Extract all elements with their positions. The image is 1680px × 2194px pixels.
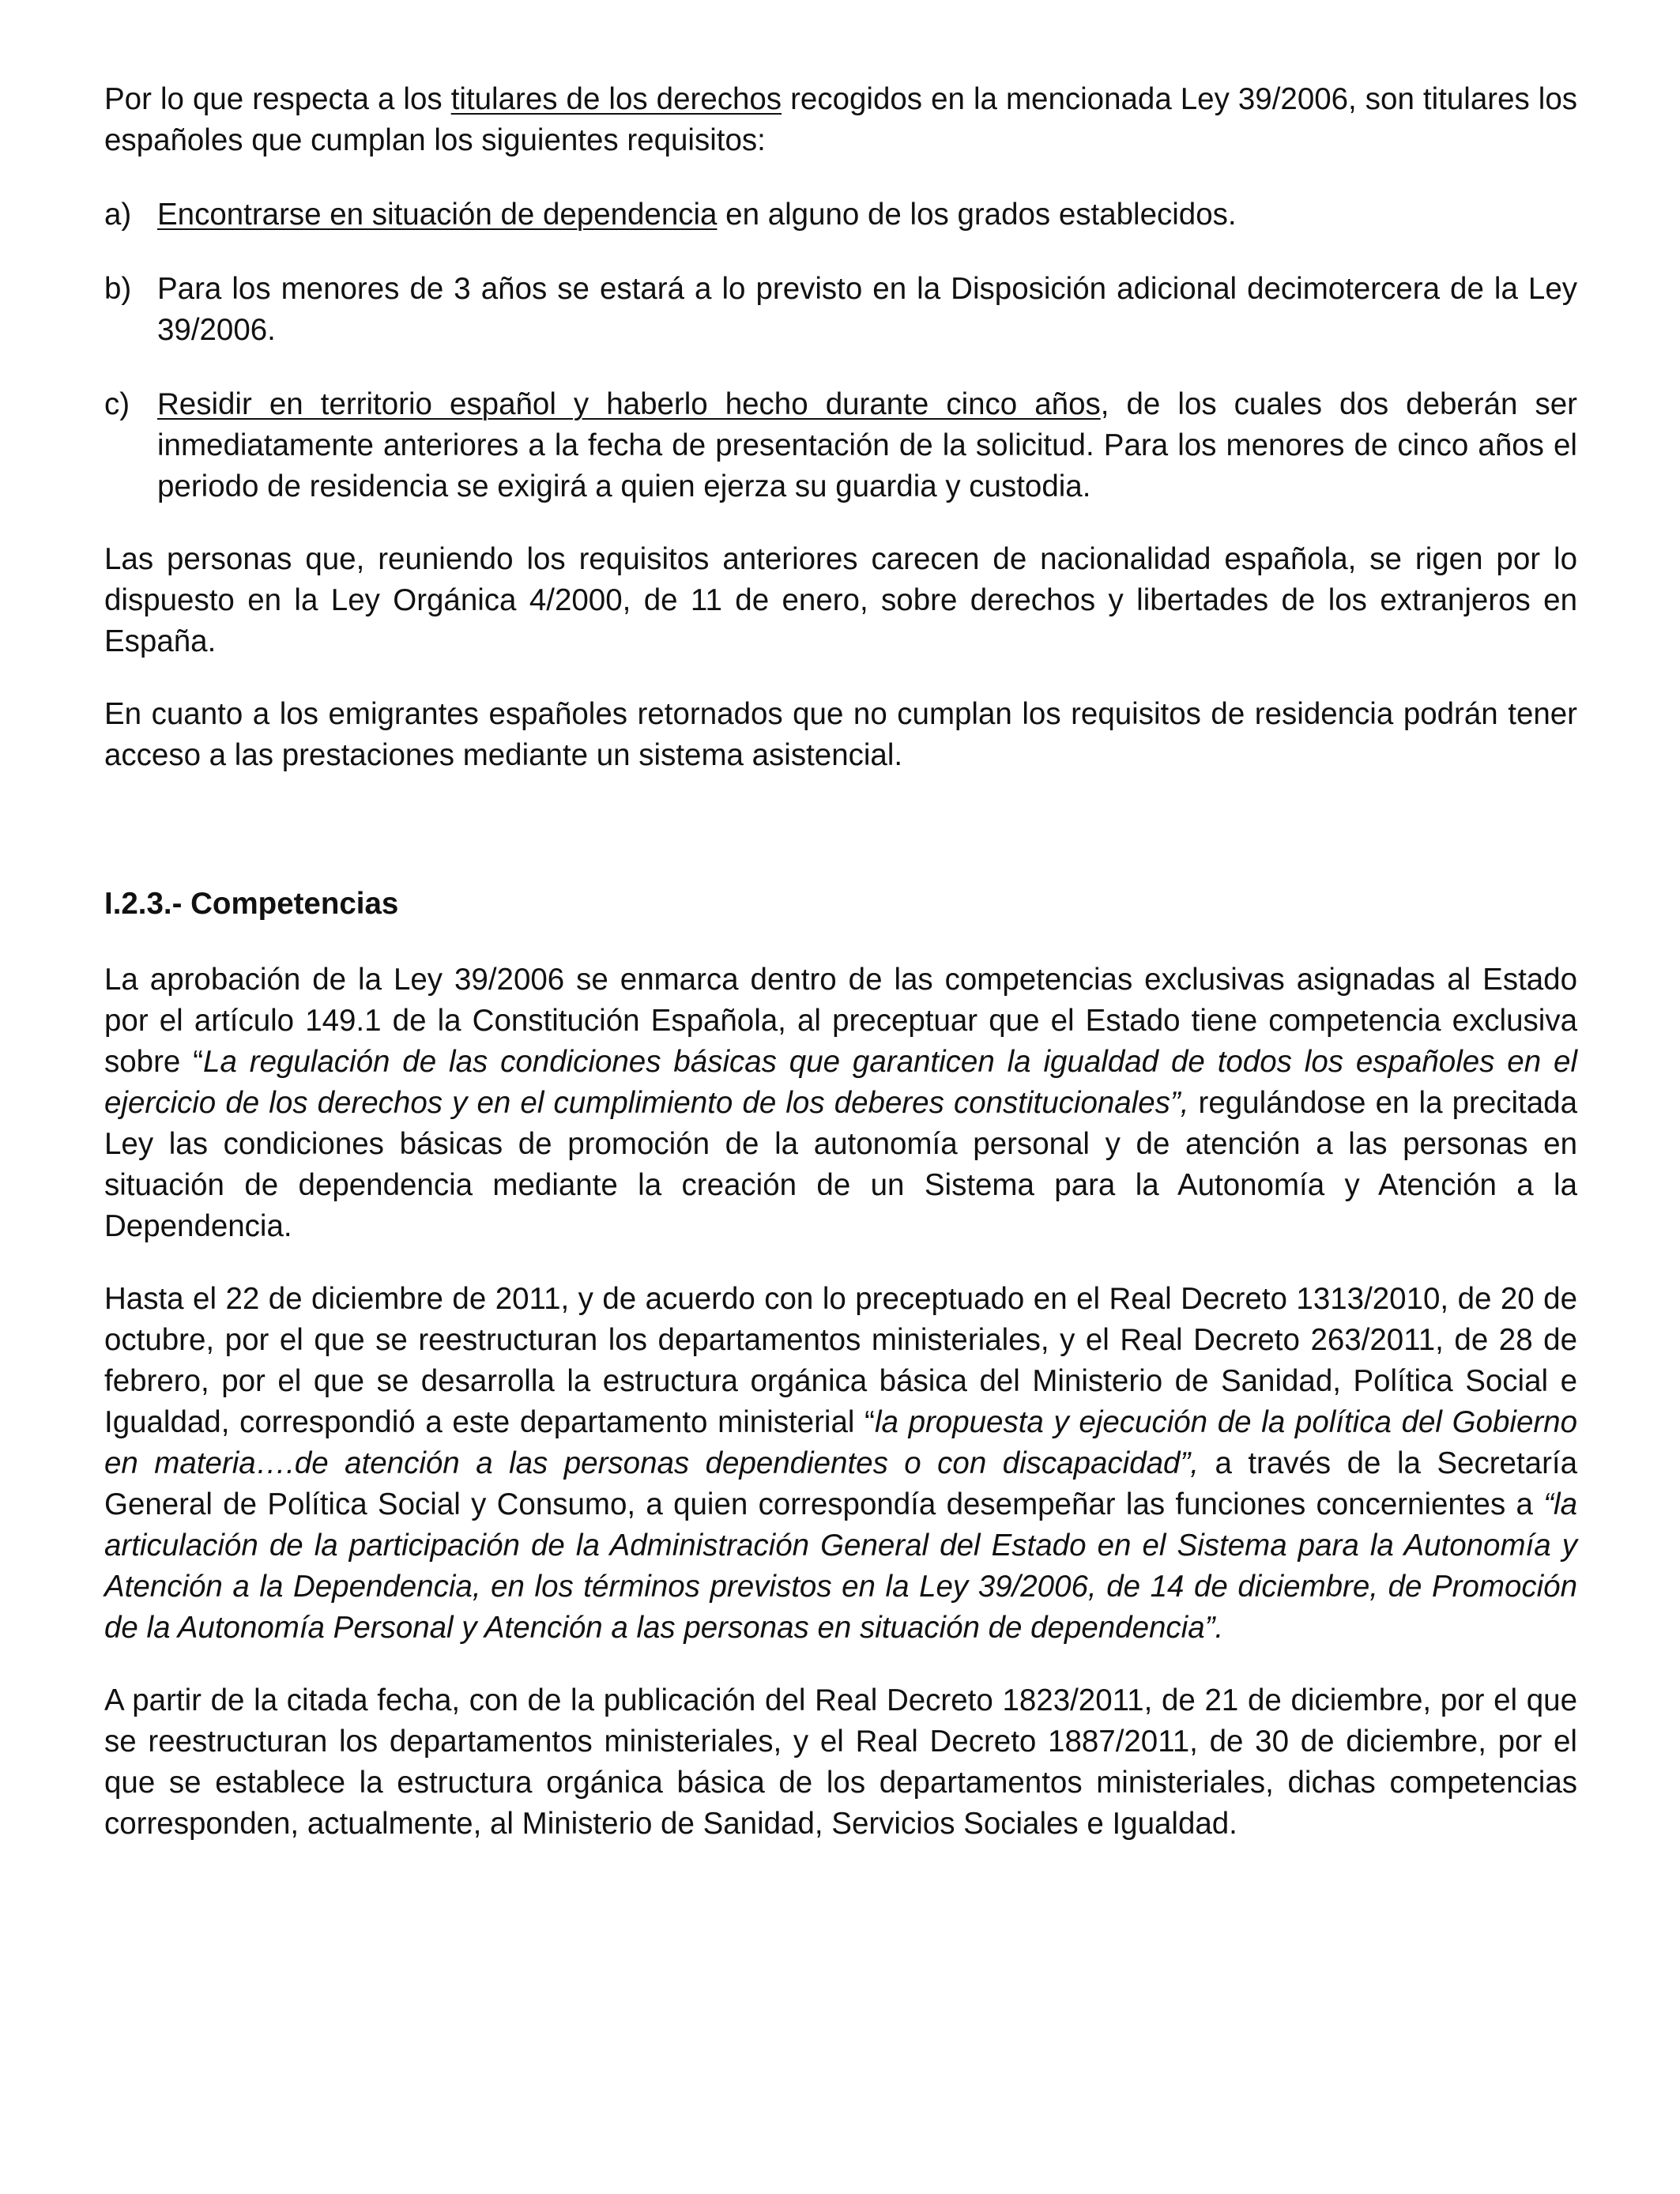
- paragraph-competencias: La aprobación de la Ley 39/2006 se enmarca dentro de las competencias exclusivas asignadas al Estado por el artículo 149.1 de la Constitución Española, al preceptuar que el Estado tiene competencia exclusiva sobre “La regulación de las condiciones básicas que garanticen la igualdad de todos los españoles en el ejercicio de los derechos y en el cumplimiento de los deberes constitucionales”, regulándose en la precitada Ley las condiciones básicas de promoción de la autonomía personal y de atención a las personas en situación de dependencia mediante la creación de un Sistema para la Autonomía y Atención a la Dependencia.: [104, 963, 1577, 1243]
- paragraph-hasta-2011: Hasta el 22 de diciembre de 2011, y de acuerdo con lo preceptuado en el Real Decreto 1313/2010, de 20 de octubre, por el que se reestructuran los departamentos ministeriales, y el Real Decreto 263/2011, de 28 de febrero, por el que se desarrolla la estructura orgánica básica del Ministerio de Sanidad, Política Social e Igualdad, correspondió a este departamento ministerial “la propuesta y ejecución de la política del Gobierno en materia….de atención a las personas dependientes o con discapacidad”, a través de la Secretaría General de Política Social y Consumo, a quien correspondía desempeñar las funciones concernientes a “la articulación de la participación de la Administración General del Estado en el Sistema para la Autonomía y Atención a la Dependencia, en los términos previstos en la Ley 39/2006, de 14 de diciembre, de Promoción de la Autonomía Personal y Atención a las personas en situación de dependencia”.: [104, 1282, 1578, 1645]
- list-item-b: b) Para los menores de 3 años se estará a lo previsto en la Disposición adicional decimotercera de la Ley 39/2006.: [104, 269, 1577, 351]
- underlined-text: titulares de los derechos: [450, 82, 782, 116]
- list-marker: a): [104, 198, 132, 232]
- quoted-italic-text: “la articulación de la participación de la Administración General del Estado en el Sistema para la Autonomía y Atención a la Dependencia, en los términos previstos en la Ley 39/2006, de 14 de diciembre, de Promoción de la Autonomía Personal y Atención a las personas en situación de dependencia”.: [104, 1487, 1577, 1645]
- paragraph-emigrantes: En cuanto a los emigrantes españoles retornados que no cumplan los requisitos de residencia podrán tener acceso a las prestaciones mediante un sistema asistencial.: [104, 697, 1577, 772]
- section-heading: I.2.3.- Competencias: [104, 887, 399, 921]
- list-item-c: c) Residir en territorio español y haberlo hecho durante cinco años, de los cuales dos deberán ser inmediatamente anteriores a la fecha de presentación de la solicitud. Para los menores de cinco años el periodo de residencia se exigirá a quien ejerza su guardia y custodia.: [104, 384, 1577, 507]
- document-page: [104, 79, 1577, 1845]
- quoted-italic-text: La regulación de las condiciones básicas que garanticen la igualdad de todos los españoles en el ejercicio de los derechos y en el cumplimiento de los deberes constitucionales”,: [104, 1045, 1577, 1120]
- paragraph-extranjeros: Las personas que, reuniendo los requisitos anteriores carecen de nacionalidad española, se rigen por lo dispuesto en la Ley Orgánica 4/2000, de 11 de enero, sobre derechos y libertades de los extranjeros en España.: [104, 542, 1577, 658]
- list-marker: b): [104, 272, 132, 306]
- underlined-text: Residir en territorio español y haberlo hecho durante cinco años: [157, 387, 1101, 421]
- paragraph-a-partir: A partir de la citada fecha, con de la publicación del Real Decreto 1823/2011, de 21 de diciembre, por el que se reestructuran los departamentos ministeriales, y el Real Decreto 1887/2011, de 30 de diciembre, por el que se establece la estructura orgánica básica de los departamentos ministeriales, dichas competencias corresponden, actualmente, al Ministerio de Sanidad, Servicios Sociales e Igualdad.: [104, 1683, 1577, 1841]
- quoted-italic-text: la propuesta y ejecución de la política del Gobierno en materia….de atención a las personas dependientes o con discapacidad”,: [104, 1405, 1578, 1480]
- list-marker: c): [104, 387, 130, 421]
- paragraph-titulares: Por lo que respecta a los titulares de los derechos recogidos en la mencionada Ley 39/2006, son titulares los españoles que cumplan los siguientes requisitos:: [104, 82, 1577, 157]
- underlined-text: Encontrarse en situación de dependencia: [157, 198, 718, 232]
- list-item-a: a) Encontrarse en situación de dependencia en alguno de los grados establecidos.: [104, 194, 1577, 236]
